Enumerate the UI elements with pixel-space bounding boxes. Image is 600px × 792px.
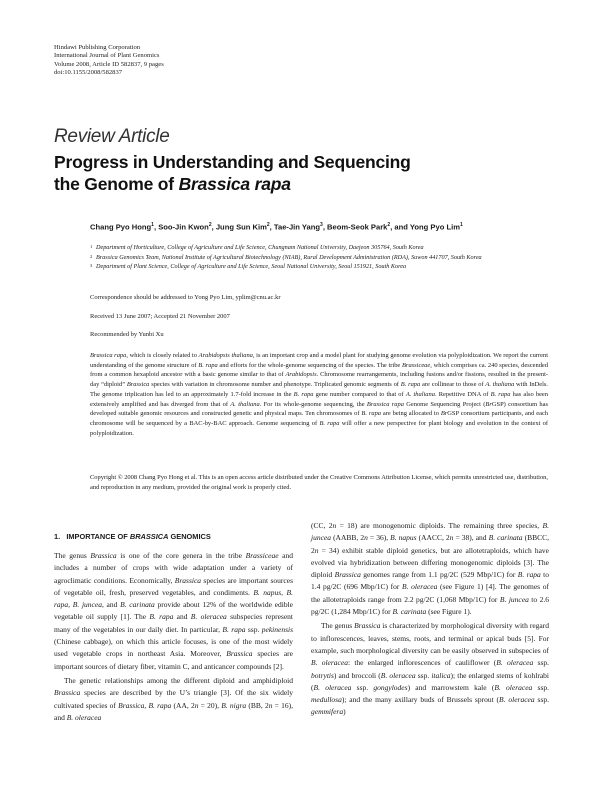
affiliation-number: 1 bbox=[90, 244, 93, 249]
italic-text: n bbox=[314, 545, 319, 555]
affiliation-item bbox=[90, 262, 550, 272]
title-species: Brassica rapa bbox=[178, 174, 291, 194]
italic-text: Brassica bbox=[126, 381, 150, 389]
italic-text: Brassica rapa bbox=[90, 352, 127, 359]
italic-text: Arabidopsis bbox=[285, 371, 317, 379]
italic-text: B. oleracea bbox=[190, 612, 227, 622]
italic-text: B. carinata bbox=[120, 600, 155, 610]
italic-text: B. rapa bbox=[293, 390, 314, 398]
italic-text: n bbox=[364, 533, 368, 543]
recommended-by: Recommended by Yunbi Xu bbox=[90, 331, 164, 338]
title-line-2-text: the Genome of bbox=[54, 174, 179, 194]
affiliation-number: 3 bbox=[90, 263, 93, 269]
affiliations bbox=[90, 243, 550, 272]
italic-text: Brassica bbox=[334, 570, 361, 580]
affiliation-item bbox=[90, 243, 550, 253]
italic-text: B. rapa bbox=[222, 624, 246, 634]
body-right-column bbox=[311, 520, 549, 719]
copyright-notice: Copyright © 2008 Chang Pyo Hong et al. This is an open access article distributed under the Creative Commons Attribution License, which permits unrestricted use, distribution, and reproduction in any medium, provided the original work is properly cited. bbox=[90, 474, 548, 491]
italic-text: B. rapa bbox=[517, 570, 541, 580]
italic-text: n bbox=[268, 700, 273, 710]
paragraph: The genus Brassica is one of the core genera in the tribe Brassiceae and includes a number of crops with wide adaptation under a variety of agroclimatic conditions. Economically, Brassica species are important sources of vegetable oil, fresh, preserved vegetables, and condiments. B. napus, B. rapa, B. juncea, and B. carinata provide about 12% of the worldwide edible vegetable oil supply [1]. The B. rapa and B. oleracea subspecies represent many of the vegetables in our daily diet. In particular, B. rapa ssp. pekinensis (Chinese cabbage), on which this article focuses, is one of the most widely used vegetable crops in northeast Asia. Moreover, Brassica species are important sources of dietary fiber, vitamin C, and anticancer compounds [2]. bbox=[54, 551, 294, 671]
publisher-name: Hindawi Publishing Corporation bbox=[54, 44, 141, 51]
italic-text: B. carinata bbox=[392, 607, 427, 617]
affiliation-mark: 1 bbox=[151, 222, 154, 228]
italic-text: Brassiceae bbox=[245, 551, 279, 560]
italic-text: B. napus, B. rapa, B. juncea bbox=[54, 587, 293, 610]
title-line-1: Progress in Understanding and Sequencing bbox=[54, 152, 411, 172]
affiliation-text: Department of Plant Science, College of Agriculture and Life Science, Seoul National University, Seoul 151921, South Korea bbox=[96, 263, 407, 271]
affiliation-mark: 2 bbox=[208, 222, 212, 228]
italic-text: Brassica bbox=[54, 688, 81, 698]
section-title-pre: IMPORTANCE OF bbox=[66, 532, 130, 541]
italic-text: B. nigra bbox=[221, 700, 247, 710]
italic-text: B. oleracea bbox=[494, 682, 533, 692]
italic-text: B. rapa bbox=[361, 410, 382, 418]
section-title-post: GENOMICS bbox=[168, 532, 211, 541]
italic-text: n bbox=[194, 700, 199, 710]
italic-text: B. rapa bbox=[319, 419, 340, 427]
correspondence: Correspondence should be addressed to Yong Pyo Lim, yplim@cnu.ac.kr bbox=[90, 294, 281, 301]
abstract: Brassica rapa, which is closely related to Arabidopsis thaliana, is an important crop and a model plant for studying genome evolution via polyploidization. We report the current understanding of the genome structure of B. rapa and efforts for the whole-genome sequencing of the species. The tribe Brassiceae, which comprises ca. 240 species, descended from a common hexaploid ancestor with a basic genome similar to that of Arabidopsis. Chromosome rearrangements, including fusions and/or fissions, resulted in the present-day “diploid” Brassica species with variation in chromosome number and phenotype. Triplicated genomic segments of B. rapa are collinear to those of A. thaliana with InDels. The genome triplication has led to an approximately 1.7-fold increase in the B. rapa gene number compared to that of A. thaliana. Repetitive DNA of B. rapa has also been extensively amplified and has diverged from that of A. thaliana. For its whole-genome sequencing, the Brassica rapa Genome Sequencing Project (BrGSP) consortium has developed suitable genomic resources and constructed genetic and physical maps. Ten chromosomes of B. rapa are being allocated to BrGSP consortium participants, and each chromosome will be sequenced by a BAC-by-BAC approach. Genome sequencing of B. rapa will offer a new perspective for plant biology and evolution in the context of polyploidization. bbox=[90, 352, 549, 437]
italic-text: B. oleracea bbox=[311, 658, 348, 668]
affiliation-mark: 2 bbox=[266, 222, 270, 228]
author-name: Tae-Jin Yang bbox=[273, 222, 321, 232]
italic-text: Br bbox=[440, 410, 448, 418]
italic-text: B. oleracea bbox=[313, 682, 352, 692]
author-list: Chang Pyo Hong$^1$, Soo-Jin Kwon$^2$, Jung Sun Kim$^2$, Tae-Jin Yang$^3$, Beom-Seok Park$^2$, and Yong Pyo Lim$^1$ bbox=[90, 222, 463, 232]
paragraph: (CC, 2n = 18) are monogenomic diploids. The remaining three species, B. juncea (AABB, 2n = 36), B. napus (AACC, 2n = 38), and B. carinata (BBCC, 2n = 34) exhibit stable diploid genetics, but are allotetraploids, which have evolved via hybridization between differing monogenomic diploids [3]. The diploid Brassica genomes range from 1.1 pg/2C (529 Mbp/1C) for B. rapa to 1.4 pg/2C (696 Mbp/1C) for B. oleracea (see Figure 1) [4]. The genomes of the allotetraploids range from 2.2 pg/2C (1,068 Mbp/1C) for B. juncea to 2.6 pg/2C (1,284 Mbp/1C) for B. carinata (see Figure 1). bbox=[311, 521, 549, 617]
italic-text: B. napus bbox=[390, 533, 417, 543]
italic-text: B. oleracea bbox=[380, 670, 416, 680]
italic-text: B. carinata bbox=[488, 533, 523, 543]
italic-text: Brassica bbox=[90, 551, 117, 560]
italic-text: Brassica bbox=[226, 649, 253, 659]
paragraph: The genetic relationships among the different diploid and amphidiploid Brassica species are described by the U’s triangle [3]. Of the six widely cultivated species of Brassica, B. rapa (AA, 2n = 20), B. nigra (BB, 2n = 16), and B. oleracea bbox=[54, 675, 293, 722]
author-name: Beom-Seok Park bbox=[327, 222, 388, 232]
italic-text: Brassiceae bbox=[402, 361, 431, 369]
italic-text: Brassica bbox=[354, 621, 381, 631]
italic-text: B. oleracea bbox=[496, 658, 534, 668]
affiliation-number: 2 bbox=[90, 253, 93, 259]
journal-header bbox=[54, 44, 164, 78]
affiliation-text: Department of Horticulture, College of Agriculture and Life Science, Chungnam National University, Daejeon 305764, South Korea bbox=[96, 244, 424, 251]
affiliation-text: Brassica Genomics Team, National Institute of Agricultural Biotechnology (NIAB), Rural Development Administration (RDA), Suwon 441707, South Korea bbox=[96, 253, 482, 261]
italic-text: A. thaliana bbox=[230, 400, 260, 408]
section-heading bbox=[54, 532, 211, 541]
italic-text: Brassica bbox=[118, 700, 145, 710]
italic-text: Brassica bbox=[174, 575, 202, 585]
article-type: Review Article bbox=[54, 126, 170, 147]
journal-name: International Journal of Plant Genomics bbox=[54, 52, 160, 60]
affiliation-mark: 3 bbox=[320, 222, 323, 228]
author-name: Soo-Jin Kwon bbox=[158, 222, 209, 232]
received-accepted-dates: Received 13 June 2007; Accepted 21 November 2007 bbox=[90, 313, 230, 320]
italic-text: B. rapa bbox=[149, 612, 174, 622]
affiliation-mark: 1 bbox=[459, 222, 463, 228]
italic-text: n bbox=[332, 521, 337, 530]
section-title-italic: BRASSICA bbox=[129, 532, 169, 541]
author-name: and Yong Pyo Lim bbox=[394, 222, 460, 232]
italic-text: gongylodes bbox=[373, 682, 408, 692]
body-left-column bbox=[54, 550, 293, 724]
italic-text: B. juncea bbox=[311, 521, 549, 543]
italic-text: B. juncea bbox=[499, 594, 529, 604]
italic-text: italica bbox=[431, 670, 451, 680]
italic-text: A. thaliana bbox=[485, 381, 515, 389]
italic-text: Brassica rapa bbox=[366, 400, 404, 408]
italic-text: Br bbox=[485, 400, 492, 408]
paper-title bbox=[54, 151, 411, 195]
title-line-2 bbox=[54, 173, 411, 195]
doi-link[interactable]: doi:10.1155/2008/582837 bbox=[54, 69, 123, 77]
paragraph: The genus Brassica is characterized by morphological diversity with regard to inflorescences, leaves, stems, roots, and terminal or apical buds [5]. For example, such morphological diversity can be easily observed in subspecies of B. oleracea: the enlarged inflorescences of cauliflower (B. oleracea ssp. botrytis) and broccoli (B. oleracea ssp. italica); the enlarged stems of kohlrabi (B. oleracea ssp. gongylodes) and marrowstem kale (B. oleracea ssp. medullosa); and the many axillary buds of Brussels sprout (B. oleracea ssp. gemmifera) bbox=[311, 621, 549, 717]
italic-text: n bbox=[449, 533, 454, 543]
italic-text: gemmifera bbox=[311, 707, 344, 717]
italic-text: B. rapa bbox=[198, 361, 218, 369]
italic-text: B. oleracea bbox=[66, 712, 102, 722]
italic-text: A. thaliana bbox=[405, 390, 435, 398]
italic-text: pekinensis bbox=[261, 624, 293, 634]
affiliation-item bbox=[90, 253, 550, 263]
italic-text: Arabidopsis thaliana bbox=[198, 352, 253, 359]
italic-text: B. rapa bbox=[400, 381, 421, 389]
volume-info: Volume 2008, Article ID 582837, 9 pages bbox=[54, 60, 164, 68]
affiliation-mark: 2 bbox=[387, 222, 391, 228]
italic-text: B. oleracea bbox=[402, 582, 438, 592]
italic-text: B. oleracea bbox=[499, 695, 535, 705]
italic-text: botrytis bbox=[311, 670, 334, 680]
italic-text: B. rapa bbox=[148, 700, 172, 710]
author-name: Chang Pyo Hong bbox=[90, 222, 152, 232]
author-name: Jung Sun Kim bbox=[215, 222, 267, 232]
section-number: 1. bbox=[54, 532, 61, 541]
italic-text: B. rapa bbox=[490, 390, 511, 398]
italic-text: medullosa bbox=[311, 695, 342, 705]
